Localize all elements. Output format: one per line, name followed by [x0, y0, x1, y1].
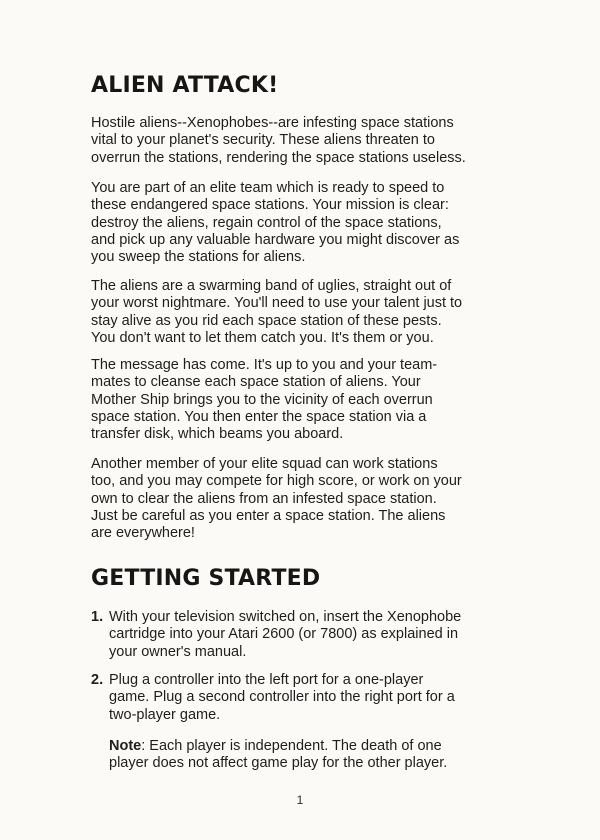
step-number: 2.	[91, 672, 104, 688]
paragraph-mission	[91, 180, 459, 266]
text-line: destroy the aliens, regain control of the space stations,	[91, 214, 442, 231]
text-line: cartridge into your Atari 2600 (or 7800) as explained in	[109, 626, 459, 643]
step-text	[109, 609, 461, 661]
text-line: game. Plug a second controller into the right port for a	[109, 689, 455, 706]
text-line: Another member of your elite squad can work stations	[91, 456, 438, 472]
text-line: Just be careful as you enter a space station. The aliens	[91, 507, 446, 524]
text-line: are everywhere!	[91, 525, 195, 542]
paragraph-intro	[91, 115, 466, 167]
paragraph-aliens	[91, 278, 462, 347]
page-number: 1	[296, 793, 304, 807]
text-line: mates to cleanse each space station of aliens. Your	[91, 374, 421, 391]
text-line: overrun the stations, rendering the space stations useless.	[91, 149, 466, 166]
text-line: You are part of an elite team which is ready to speed to	[91, 180, 445, 196]
text-line: your worst nightmare. You'll need to use your talent just to	[91, 295, 463, 312]
paragraph-message	[91, 357, 437, 443]
note-line	[109, 738, 447, 755]
paragraph-squad	[91, 456, 462, 542]
note-block	[109, 738, 447, 773]
text-line: Plug a controller into the left port for a one-player	[109, 672, 424, 688]
text-line: vital to your planet's security. These aliens threaten to	[91, 132, 435, 149]
step-number: 1.	[91, 609, 104, 625]
text-line: two-player game.	[109, 706, 221, 723]
text-line: your owner's manual.	[109, 643, 247, 660]
text-line: You don't want to let them catch you. It's them or you.	[91, 329, 434, 346]
text-line: and pick up any valuable hardware you might discover as	[91, 231, 460, 248]
note-text: : Each player is independent. The death of one	[141, 738, 442, 754]
step-text	[109, 672, 455, 724]
section-heading-getting-started: GETTING STARTED	[91, 566, 321, 591]
text-line: The aliens are a swarming band of uglies, straight out of	[91, 278, 452, 294]
note-line: player does not affect game play for the other player.	[109, 755, 448, 772]
text-line: transfer disk, which beams you aboard.	[91, 426, 344, 443]
text-line: too, and you may compete for high score, or work on your	[91, 473, 462, 490]
text-line: stay alive as you rid each space station of these pests.	[91, 312, 442, 329]
section-heading-alien-attack: ALIEN ATTACK!	[91, 73, 279, 98]
text-line: The message has come. It's up to you and your team-	[91, 357, 438, 373]
text-line: own to clear the aliens from an infested space station.	[91, 490, 437, 507]
note-label: Note	[109, 738, 142, 754]
text-line: Mother Ship brings you to the vicinity of each overrun	[91, 391, 433, 408]
text-line: Hostile aliens--Xenophobes--are infesting space stations	[91, 115, 454, 131]
text-line: these endangered space stations. Your mission is clear:	[91, 197, 449, 214]
text-line: space station. You then enter the space station via a	[91, 408, 427, 425]
text-line: you sweep the stations for aliens.	[91, 249, 306, 266]
text-line: With your television switched on, insert the Xenophobe	[109, 609, 462, 625]
